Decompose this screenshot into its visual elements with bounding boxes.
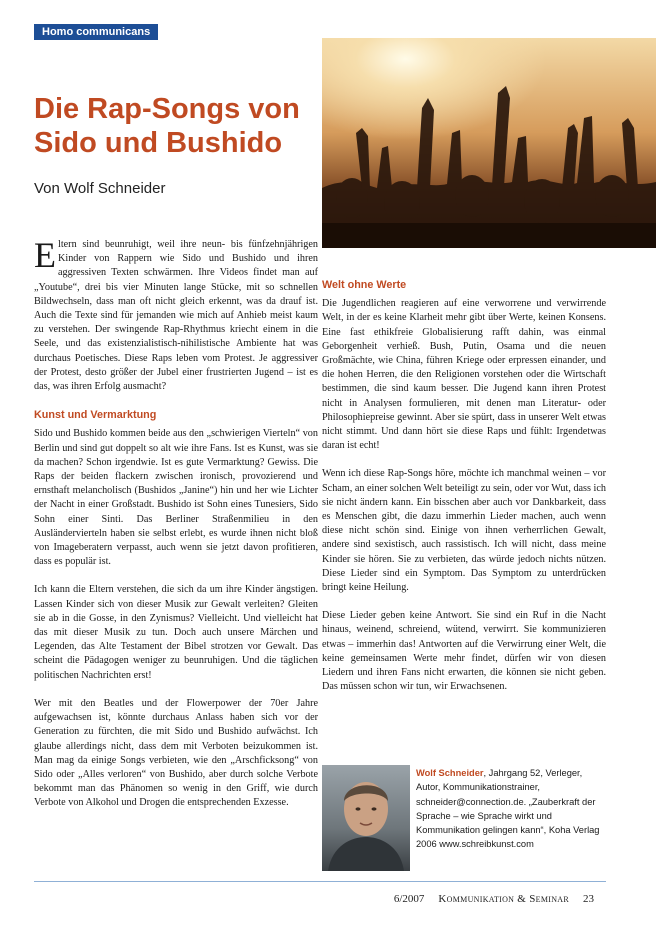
- article-title: Die Rap-Songs von Sido und Bushido: [34, 93, 300, 159]
- drop-cap: E: [34, 235, 56, 275]
- paragraph: Ich kann die Eltern verstehen, die sich da um ihre Kinder ängstigen. Lassen Kinder sich von dieser Musik zur Gewalt verleiten? Gleiten sie ab in die Gosse, in den Zynismus? Vielleicht. Und vielleicht hat das mit dieser Musik zu tun. Doch auch unsere Märchen und Legenden, das Alte Testament der Bibel strotzen vor Gewalt. Das scheint die Pädagogen weniger zu beunruhigen. Und die täglichen politischen Nachrichten erst!: [34, 584, 318, 681]
- crowd-silhouette: [322, 38, 656, 248]
- concert-crowd-photo: [322, 38, 656, 248]
- magazine-name: Kommunikation & Seminar: [438, 893, 569, 905]
- section-tag: Homo communicans: [34, 24, 158, 40]
- footer-divider: [34, 881, 606, 882]
- page-number: 23: [583, 893, 594, 905]
- intro-text: ltern sind beunruhigt, weil ihre neun- bis fünfzehnjährigen Kinder von Rappern wie Sido und Bushido und ihren aggressiven Texten schwärmen. Ihre Videos findet man auf „Youtube“, drei bis vier Minuten lange Stücke, mit so schnellen Bildwechseln, dass man oft nicht gleich erkennt, was da drauf ist. Auch die Texte sind für jemanden wie mich auf Anhieb meist kaum zu verstehen. Der swingende Rap-Rhythmus kriecht einem in die Seele, und das existenzialistisch-nihilistische Ambiente hat was durchaus Poetisches. Diese Raps leben vom Protest. Je aggressiver der Protest, desto größer der Jubel einer frustrierten Jugend – ist es das, was ihren Erfolg ausmacht?: [34, 239, 318, 393]
- portrait-icon: [322, 765, 410, 871]
- author-photo: [322, 765, 410, 871]
- paragraph: Wenn ich diese Rap-Songs höre, möchte ich manchmal weinen – vor Scham, an einer solchen Welt beteiligt zu sein, oder vor Wut, dass ich sie nicht ändern kann. Ein bisschen aber auch vor Dankbarkeit, dass es Menschen gibt, die dazu immerhin Lieder machen, auch wenn diese nicht schön sind. Einige von ihnen verherrlichen Gewalt, andere sind sexistisch, auch rassistisch. Ich will nicht, dass meine Kinder sie hören. Sie zu verbieten, das würde jedoch nichts nützen. Diese Lieder sind ein Symptom. Das Symptom zu unterdrücken bringt keine Heilung.: [322, 468, 606, 594]
- author-bio: [322, 765, 606, 871]
- article-column-left: [34, 235, 318, 825]
- paragraph: Diese Lieder geben keine Antwort. Sie sind ein Ruf in die Nacht hinaus, weinend, schreiend, wütend, verwirrt. Sie kommunizieren etwas – immerhin das! Antworten auf die Verwirrung einer Welt, die keine gemeinsamen Werte mehr findet, dürfen wir von diesen Liedern und ihren Fans nicht erwarten, die können sie nicht geben. Das müssen schon wir tun, wir Erwachsenen.: [322, 610, 606, 693]
- issue-number: 6/2007: [393, 893, 425, 905]
- paragraph: Wer mit den Beatles und der Flowerpower der 70er Jahre aufgewachsen ist, könnte durchaus Anlass haben sich vor der Generation zu fürchten, die mit Sido und Bushido aufwächst. Ich glaube allerdings nicht, dass dem mit Verboten beizukommen ist. Man mag da einige Songs verbieten, wie den „Arschficksong“ von Sido oder „Alles verloren“ von Bushido, aber durch solche Verbote bekommt man das Phänomen so wenig in den Griff, wie durch Verbote von Alkohol und Drogen die entsprechenden Exzesse.: [34, 697, 318, 809]
- article-column-right: [322, 278, 606, 708]
- subheading-werte: Welt ohne Werte: [322, 279, 407, 291]
- author-bio-details: , Jahrgang 52, Verleger, Autor, Kommunikationstrainer, schneider@connection.de. „Zauberkraft der Sprache – wie Sprache wirkt und Kommunikation gelingen kann“, Koha Verlag 2006 www.schreibkunst.com: [416, 768, 600, 850]
- author-bio-text: [416, 765, 606, 871]
- paragraph: Die Jugendlichen reagieren auf eine verworrene und verwirrende Welt, in der es keine Klarheit mehr gibt über Werte, keinen Konsens. Eine fast ethikfreie Globalisierung rafft dahin, was einmal Geborgenheit verhieß. Bush, Putin, Osama und die neuen Großmächte, wie China, führen Kriege oder erpressen einander, und die hohen Herren, die den Religionen vorstehen oder die Wirtschaft bestimmen, die sind kaum besser. Die Jugend kann ihren Protest nicht in Analysen formulieren, mit denen man Literatur- oder Philosophiepreise gewinnt. Aber sie spürt, dass in unserer Welt etwas nicht stimmt. Und dann hört sie diese Raps und fühlt: Irgendetwas daran ist echt!: [322, 298, 606, 452]
- paragraph: Sido und Bushido kommen beide aus den „schwierigen Vierteln“ von Berlin und sind gut doppelt so alt wie ihre Fans. Ist es Kunst, was sie da machen? Schon irgendwie. Ist es gute Vermarktung? Gewiss. Die Raps der beiden flackern zwischen ironisch, provozierend und ernsthaft melancholisch (Bushidos „Janine“) hin und her wie Lichter der Nacht in einer Großstadt. Bushido ist Sohn eines Tunesiers, Sido Sohn einer Sinti. Das Berliner Straßenmilieu in den Ausländervierteln haben sie selbst erlebt, es wurde ihnen nicht bloß von Imageberatern verpasst, auch wenn sie jetzt davon profitieren, dass es populär ist.: [34, 428, 318, 568]
- page-footer: [394, 893, 594, 905]
- article-author: Von Wolf Schneider: [34, 180, 166, 197]
- subheading-kunst: Kunst und Vermarktung: [34, 409, 157, 422]
- intro-paragraph: [34, 235, 318, 394]
- author-bio-name: Wolf Schneider: [416, 768, 484, 778]
